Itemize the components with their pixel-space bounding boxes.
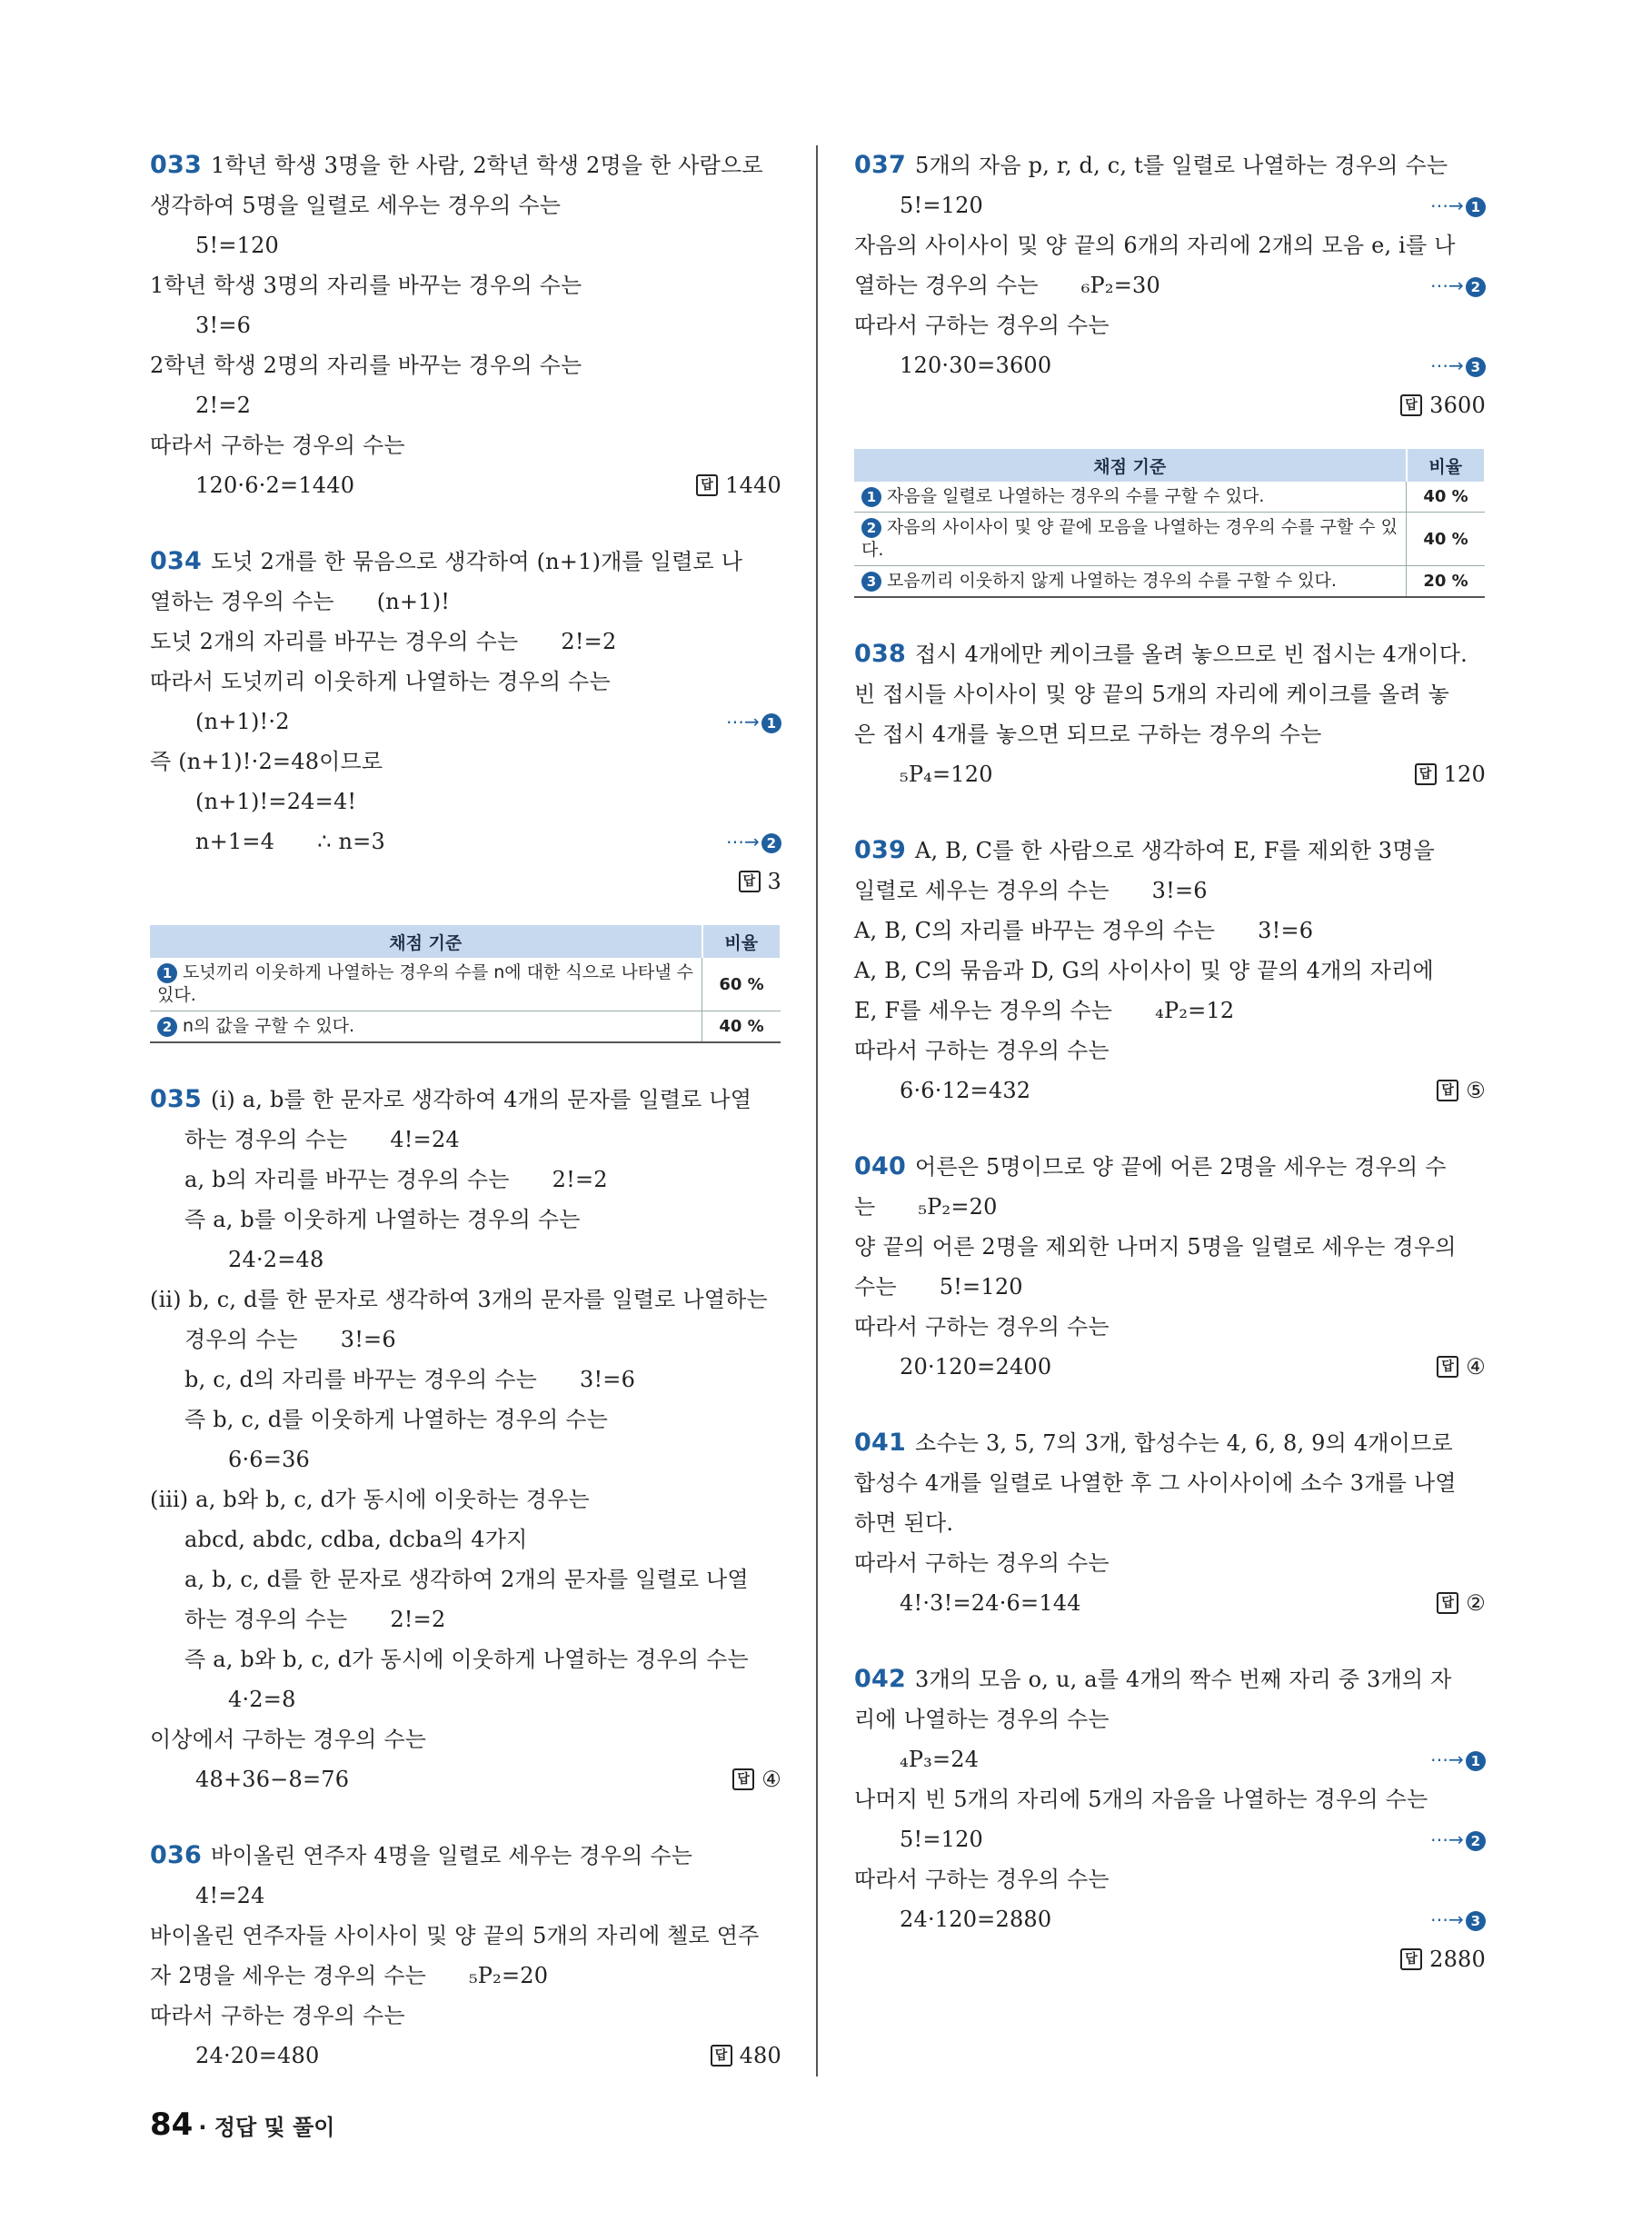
- line-text: 5개의 자음 p, r, d, c, t를 일렬로 나열하는 경우의 수는: [914, 153, 1448, 178]
- problem-number: 037: [854, 151, 906, 179]
- solution-line: [150, 1679, 781, 1719]
- solution-line: [150, 1836, 781, 1876]
- solution-line: [854, 1699, 1486, 1739]
- problem-gap: [854, 1387, 1486, 1423]
- line-text: 따라서 구하는 경우의 수는: [150, 433, 405, 458]
- line-text: 양 끝의 어른 2명을 제외한 나머지 5명을 일렬로 세우는 경우의: [854, 1234, 1457, 1260]
- solution-line: [150, 1519, 781, 1559]
- line-text: 따라서 구하는 경우의 수는: [854, 1038, 1110, 1063]
- problem-number: 042: [854, 1665, 906, 1693]
- line-text: A, B, C의 자리를 바꾸는 경우의 수는 3!=6: [854, 918, 1314, 943]
- solution-line: [854, 1779, 1486, 1819]
- solution-line: [854, 754, 1486, 794]
- solution-line: [150, 265, 781, 305]
- problem-number: 041: [854, 1429, 906, 1457]
- criteria-header: 채점 기준: [854, 449, 1407, 482]
- problem-039: [854, 831, 1486, 1111]
- solution-line: [854, 385, 1486, 425]
- step-marker: [726, 822, 781, 862]
- step-number-icon: 2: [1466, 277, 1486, 297]
- solution-line: [854, 831, 1486, 871]
- criteria-cell: [854, 566, 1407, 598]
- step-marker: [1430, 1899, 1486, 1939]
- problem-038: [854, 634, 1486, 794]
- criteria-cell: [150, 958, 702, 1011]
- solution-line: [150, 1956, 781, 1996]
- line-text: (ⅱ) b, c, d를 한 문자로 생각하여 3개의 문자를 일렬로 나열하는: [150, 1287, 768, 1312]
- step-marker: [1430, 1739, 1486, 1779]
- solution-line: [150, 345, 781, 385]
- answer-value: ⑤: [1466, 1078, 1486, 1103]
- table-gap: [854, 425, 1486, 442]
- line-text: 2!=2: [195, 393, 252, 418]
- problem-033: [150, 145, 781, 505]
- solution-line: [854, 634, 1486, 674]
- answer-icon: 답: [1415, 763, 1437, 785]
- solution-line: [150, 1439, 781, 1479]
- line-text: (ⅲ) a, b와 b, c, d가 동시에 이웃하는 경우는: [150, 1487, 590, 1512]
- solution-line: [854, 1463, 1486, 1503]
- solution-line: [854, 714, 1486, 754]
- problem-gap: [854, 1111, 1486, 1147]
- solution-line: [150, 185, 781, 225]
- line-text: 도넛 2개를 한 묶음으로 생각하여 (n+1)개를 일렬로 나: [210, 549, 743, 574]
- criteria-header: 채점 기준: [150, 925, 702, 958]
- line-text: (n+1)!·2: [195, 709, 290, 734]
- line-text: 4!·3!=24·6=144: [900, 1590, 1081, 1616]
- line-text: n+1=4 ∴ n=3: [195, 829, 385, 854]
- criteria-cell: [854, 513, 1407, 566]
- solution-line: [854, 1739, 1486, 1779]
- line-text: 따라서 구하는 경우의 수는: [854, 1867, 1110, 1892]
- solution-line: [854, 225, 1486, 265]
- line-text: 리에 나열하는 경우의 수는: [854, 1707, 1110, 1732]
- line-text: 1학년 학생 3명의 자리를 바꾸는 경우의 수는: [150, 273, 582, 298]
- line-text: (ⅰ) a, b를 한 문자로 생각하여 4개의 문자를 일렬로 나열: [210, 1087, 752, 1112]
- solution-line: [150, 1120, 781, 1160]
- answer-icon: 답: [1437, 1592, 1458, 1614]
- criteria-text: 모음끼리 이웃하지 않게 나열하는 경우의 수를 구할 수 있다.: [887, 571, 1337, 591]
- problem-number: 033: [150, 151, 202, 179]
- line-text: 48+36−8=76: [195, 1767, 350, 1792]
- answer-label: [1400, 385, 1486, 425]
- problem-gap: [150, 1799, 781, 1836]
- solution-line: [854, 345, 1486, 385]
- line-text: 24·2=48: [228, 1247, 324, 1272]
- solution-line: [150, 662, 781, 702]
- solution-line: [150, 425, 781, 465]
- solution-line: [150, 305, 781, 345]
- line-text: abcd, abdc, cdba, dcba의 4가지: [184, 1527, 528, 1552]
- line-text: E, F를 세우는 경우의 수는 ₄P₂=12: [854, 998, 1235, 1023]
- line-text: 즉 (n+1)!·2=48이므로: [150, 749, 383, 774]
- table-header-row: [150, 925, 781, 958]
- answer-label: [1437, 1583, 1486, 1623]
- answer-value: ④: [1466, 1354, 1486, 1379]
- solution-line: [854, 305, 1486, 345]
- problem-number: 040: [854, 1152, 906, 1180]
- line-text: 수는 5!=120: [854, 1274, 1023, 1300]
- line-text: 즉 a, b와 b, c, d가 동시에 이웃하게 나열하는 경우의 수는: [184, 1647, 749, 1672]
- solution-line: [150, 2036, 781, 2076]
- line-text: 열하는 경우의 수는 ₆P₂=30: [854, 273, 1160, 298]
- answer-value: ④: [761, 1767, 781, 1792]
- solution-line: [150, 1759, 781, 1799]
- answer-label: [711, 2036, 781, 2076]
- line-text: 이상에서 구하는 경우의 수는: [150, 1727, 427, 1752]
- line-text: 2학년 학생 2명의 자리를 바꾸는 경우의 수는: [150, 353, 582, 378]
- arrow-icon: ⋯→: [1429, 354, 1464, 376]
- line-text: 4·2=8: [228, 1687, 296, 1712]
- line-text: 하는 경우의 수는 4!=24: [184, 1127, 460, 1152]
- line-text: 바이올린 연주자들 사이사이 및 양 끝의 5개의 자리에 첼로 연주: [150, 1923, 760, 1948]
- step-number-icon: 2: [861, 518, 881, 538]
- line-text: 하는 경우의 수는 2!=2: [184, 1607, 446, 1632]
- answer-icon: 답: [1400, 394, 1422, 416]
- solution-line: [150, 782, 781, 822]
- solution-line: [854, 1031, 1486, 1071]
- solution-line: [854, 871, 1486, 911]
- answer-icon: 답: [1400, 1948, 1422, 1970]
- solution-line: [150, 1599, 781, 1639]
- line-text: 3!=6: [195, 313, 252, 338]
- page-footer: [150, 2107, 334, 2143]
- answer-label: [1437, 1071, 1486, 1111]
- line-text: 소수는 3, 5, 7의 3개, 합성수는 4, 6, 8, 9의 4개이므로: [914, 1430, 1453, 1456]
- solution-line: [150, 702, 781, 742]
- line-text: ₄P₃=24: [900, 1747, 980, 1772]
- line-text: 24·20=480: [195, 2043, 320, 2068]
- line-text: 120·30=3600: [900, 353, 1052, 378]
- right-column: [854, 145, 1486, 1979]
- problem-number: 036: [150, 1841, 202, 1869]
- line-text: 자 2명을 세우는 경우의 수는 ₅P₂=20: [150, 1963, 549, 1988]
- line-text: 따라서 도넛끼리 이웃하게 나열하는 경우의 수는: [150, 669, 611, 694]
- problem-040: [854, 1147, 1486, 1387]
- table-row: [150, 958, 781, 1011]
- solution-line: [854, 1307, 1486, 1347]
- problem-number: 038: [854, 640, 906, 668]
- left-column: [150, 145, 781, 2076]
- line-text: ₅P₄=120: [900, 762, 993, 787]
- solution-line: [854, 1659, 1486, 1699]
- solution-line: [150, 1320, 781, 1360]
- line-text: a, b, c, d를 한 문자로 생각하여 2개의 문자를 일렬로 나열: [184, 1567, 749, 1592]
- line-text: 즉 b, c, d를 이웃하게 나열하는 경우의 수는: [184, 1407, 608, 1432]
- rate-cell: 40 %: [1407, 482, 1486, 513]
- solution-line: [854, 911, 1486, 951]
- line-text: 5!=120: [900, 193, 984, 218]
- answer-label: [1415, 754, 1486, 794]
- rate-header: 비율: [702, 925, 781, 958]
- page-number: 84: [150, 2107, 194, 2143]
- solution-line: [854, 1939, 1486, 1979]
- rate-cell: 60 %: [702, 958, 781, 1011]
- solution-line: [150, 542, 781, 582]
- footer-label: · 정답 및 풀이: [198, 2115, 335, 2140]
- answer-value: 3600: [1429, 393, 1486, 418]
- line-text: 생각하여 5명을 일렬로 세우는 경우의 수는: [150, 193, 562, 218]
- answer-icon: 답: [1437, 1356, 1458, 1378]
- problem-gap: [854, 1623, 1486, 1659]
- solution-line: [854, 1423, 1486, 1463]
- solution-line: [150, 862, 781, 901]
- solution-line: [150, 1559, 781, 1599]
- line-text: 4!=24: [195, 1883, 265, 1908]
- solution-line: [150, 1479, 781, 1519]
- solution-line: [150, 1639, 781, 1679]
- line-text: b, c, d의 자리를 바꾸는 경우의 수는 3!=6: [184, 1367, 636, 1392]
- solution-line: [150, 1280, 781, 1320]
- line-text: 20·120=2400: [900, 1354, 1052, 1379]
- table-row: [854, 513, 1485, 566]
- solution-line: [854, 1503, 1486, 1543]
- line-text: 일렬로 세우는 경우의 수는 3!=6: [854, 878, 1208, 903]
- answer-icon: 답: [1437, 1080, 1458, 1101]
- solution-line: [854, 1819, 1486, 1859]
- line-text: 자음의 사이사이 및 양 끝의 6개의 자리에 2개의 모음 e, i를 나: [854, 233, 1456, 258]
- line-text: 5!=120: [900, 1827, 984, 1852]
- answer-icon: 답: [696, 474, 718, 496]
- step-marker: [1430, 345, 1486, 385]
- line-text: 빈 접시들 사이사이 및 양 끝의 5개의 자리에 케이크를 올려 놓: [854, 682, 1449, 707]
- solution-line: [854, 265, 1486, 305]
- solution-line: [150, 385, 781, 425]
- solution-line: [150, 622, 781, 662]
- answer-value: ②: [1466, 1590, 1486, 1616]
- solution-line: [854, 1543, 1486, 1583]
- arrow-icon: ⋯→: [725, 831, 760, 852]
- line-text: 도넛 2개의 자리를 바꾸는 경우의 수는 2!=2: [150, 629, 617, 654]
- answer-label: [696, 465, 781, 505]
- problem-gap: [854, 598, 1486, 634]
- rate-cell: 40 %: [1407, 513, 1486, 566]
- step-number-icon: 2: [1466, 1831, 1486, 1851]
- table-row: [854, 482, 1485, 513]
- step-number-icon: 3: [1466, 1911, 1486, 1931]
- solution-line: [854, 1859, 1486, 1899]
- problem-037: [854, 145, 1486, 598]
- problem-number: 039: [854, 836, 906, 864]
- arrow-icon: ⋯→: [725, 711, 760, 732]
- line-text: (n+1)!=24=4!: [195, 789, 357, 814]
- line-text: 따라서 구하는 경우의 수는: [854, 1314, 1110, 1340]
- answer-label: [732, 1759, 781, 1799]
- line-text: 6·6·12=432: [900, 1078, 1031, 1103]
- answer-label: [1437, 1347, 1486, 1387]
- problem-gap: [150, 1043, 781, 1080]
- line-text: 24·120=2880: [900, 1907, 1052, 1932]
- line-text: 5!=120: [195, 233, 280, 258]
- solution-line: [854, 185, 1486, 225]
- criteria-cell: [150, 1011, 702, 1043]
- line-text: 6·6=36: [228, 1447, 311, 1472]
- line-text: 120·6·2=1440: [195, 473, 355, 498]
- solution-line: [150, 1080, 781, 1120]
- solution-line: [150, 1360, 781, 1399]
- answer-icon: 답: [732, 1768, 754, 1790]
- step-number-icon: 1: [1466, 197, 1486, 217]
- arrow-icon: ⋯→: [1429, 194, 1464, 216]
- step-number-icon: 2: [157, 1017, 177, 1037]
- solution-line: [150, 145, 781, 185]
- criteria-text: 자음을 일렬로 나열하는 경우의 수를 구할 수 있다.: [887, 486, 1265, 506]
- arrow-icon: ⋯→: [1429, 1908, 1464, 1930]
- solution-line: [854, 1227, 1486, 1267]
- solution-line: [150, 742, 781, 782]
- answer-value: 2880: [1429, 1947, 1486, 1972]
- step-number-icon: 2: [761, 833, 781, 853]
- line-text: A, B, C의 묶음과 D, G의 사이사이 및 양 끝의 4개의 자리에: [854, 958, 1434, 983]
- solution-line: [150, 1399, 781, 1439]
- grading-table: [150, 925, 781, 1043]
- problem-number: 035: [150, 1085, 202, 1113]
- solution-line: [150, 1996, 781, 2036]
- solution-line: [854, 1583, 1486, 1623]
- table-row: [854, 566, 1485, 598]
- step-marker: [1430, 185, 1486, 225]
- solution-line: [150, 1916, 781, 1956]
- line-text: 따라서 구하는 경우의 수는: [150, 2003, 405, 2028]
- solution-line: [150, 822, 781, 862]
- line-text: 따라서 구하는 경우의 수는: [854, 313, 1110, 338]
- table-gap: [150, 901, 781, 918]
- step-number-icon: 3: [861, 572, 881, 592]
- criteria-text: n의 값을 구할 수 있다.: [183, 1016, 355, 1036]
- answer-value: 3: [767, 869, 781, 894]
- answer-icon: 답: [739, 871, 761, 892]
- problem-035: [150, 1080, 781, 1799]
- solution-line: [854, 145, 1486, 185]
- rate-header: 비율: [1407, 449, 1486, 482]
- solution-line: [854, 991, 1486, 1031]
- line-text: 3개의 모음 o, u, a를 4개의 짝수 번째 자리 중 3개의 자: [914, 1667, 1452, 1692]
- problem-gap: [150, 505, 781, 542]
- criteria-cell: [854, 482, 1407, 513]
- line-text: 바이올린 연주자 4명을 일렬로 세우는 경우의 수는: [210, 1843, 693, 1868]
- solution-line: [150, 465, 781, 505]
- solution-line: [150, 1160, 781, 1200]
- solution-line: [150, 582, 781, 622]
- problem-042: [854, 1659, 1486, 1979]
- rate-cell: 40 %: [702, 1011, 781, 1043]
- table-row: [150, 1011, 781, 1043]
- solution-line: [150, 1876, 781, 1916]
- line-text: 열하는 경우의 수는 (n+1)!: [150, 589, 451, 614]
- table-header-row: [854, 449, 1485, 482]
- line-text: a, b의 자리를 바꾸는 경우의 수는 2!=2: [184, 1167, 608, 1192]
- problem-034: [150, 542, 781, 1043]
- solution-line: [150, 1719, 781, 1759]
- answer-label: [1400, 1939, 1486, 1979]
- criteria-text: 도넛끼리 이웃하게 나열하는 경우의 수를 n에 대한 식으로 나타낼 수 있다.: [157, 962, 693, 1005]
- problem-036: [150, 1836, 781, 2076]
- step-number-icon: 1: [1466, 1751, 1486, 1771]
- answer-icon: 답: [711, 2045, 732, 2067]
- grading-table: [854, 449, 1486, 598]
- solution-line: [150, 1200, 781, 1240]
- line-text: 1학년 학생 3명을 한 사람, 2학년 학생 2명을 한 사람으로: [210, 153, 763, 178]
- step-marker: [1430, 1819, 1486, 1859]
- line-text: 는 ₅P₂=20: [854, 1194, 998, 1220]
- answer-label: [739, 862, 781, 901]
- problem-041: [854, 1423, 1486, 1623]
- step-marker: [1430, 265, 1486, 305]
- problem-number: 034: [150, 547, 202, 575]
- solution-line: [854, 674, 1486, 714]
- step-number-icon: 1: [157, 963, 177, 983]
- solution-line: [854, 1147, 1486, 1187]
- line-text: 접시 4개에만 케이크를 올려 놓으므로 빈 접시는 4개이다.: [914, 642, 1468, 667]
- solution-line: [854, 1267, 1486, 1307]
- rate-cell: 20 %: [1407, 566, 1486, 598]
- answer-value: 480: [739, 2043, 781, 2068]
- line-text: 하면 된다.: [854, 1510, 954, 1536]
- answer-value: 120: [1443, 762, 1486, 787]
- solution-line: [854, 1347, 1486, 1387]
- criteria-text: 자음의 사이사이 및 양 끝에 모음을 나열하는 경우의 수를 구할 수 있다.: [861, 517, 1398, 560]
- column-divider: [816, 145, 818, 2077]
- arrow-icon: ⋯→: [1429, 1748, 1464, 1770]
- line-text: 따라서 구하는 경우의 수는: [854, 1550, 1110, 1576]
- line-text: 합성수 4개를 일렬로 나열한 후 그 사이사이에 소수 3개를 나열: [854, 1470, 1457, 1496]
- line-text: 어른은 5명이므로 양 끝에 어른 2명을 세우는 경우의 수: [914, 1154, 1447, 1180]
- line-text: 즉 a, b를 이웃하게 나열하는 경우의 수는: [184, 1207, 581, 1232]
- line-text: 은 접시 4개를 놓으면 되므로 구하는 경우의 수는: [854, 722, 1322, 747]
- solution-line: [854, 1071, 1486, 1111]
- solution-line: [854, 951, 1486, 991]
- solution-line: [150, 1240, 781, 1280]
- solution-line: [150, 225, 781, 265]
- solution-line: [854, 1899, 1486, 1939]
- problem-gap: [854, 794, 1486, 831]
- step-number-icon: 1: [861, 487, 881, 507]
- line-text: 나머지 빈 5개의 자리에 5개의 자음을 나열하는 경우의 수는: [854, 1787, 1428, 1812]
- line-text: 경우의 수는 3!=6: [184, 1327, 396, 1352]
- step-number-icon: 3: [1466, 357, 1486, 377]
- line-text: A, B, C를 한 사람으로 생각하여 E, F를 제외한 3명을: [914, 838, 1436, 863]
- arrow-icon: ⋯→: [1429, 1828, 1464, 1850]
- solution-line: [854, 1187, 1486, 1227]
- answer-value: 1440: [725, 473, 781, 498]
- step-number-icon: 1: [761, 713, 781, 733]
- step-marker: [726, 702, 781, 742]
- arrow-icon: ⋯→: [1429, 274, 1464, 296]
